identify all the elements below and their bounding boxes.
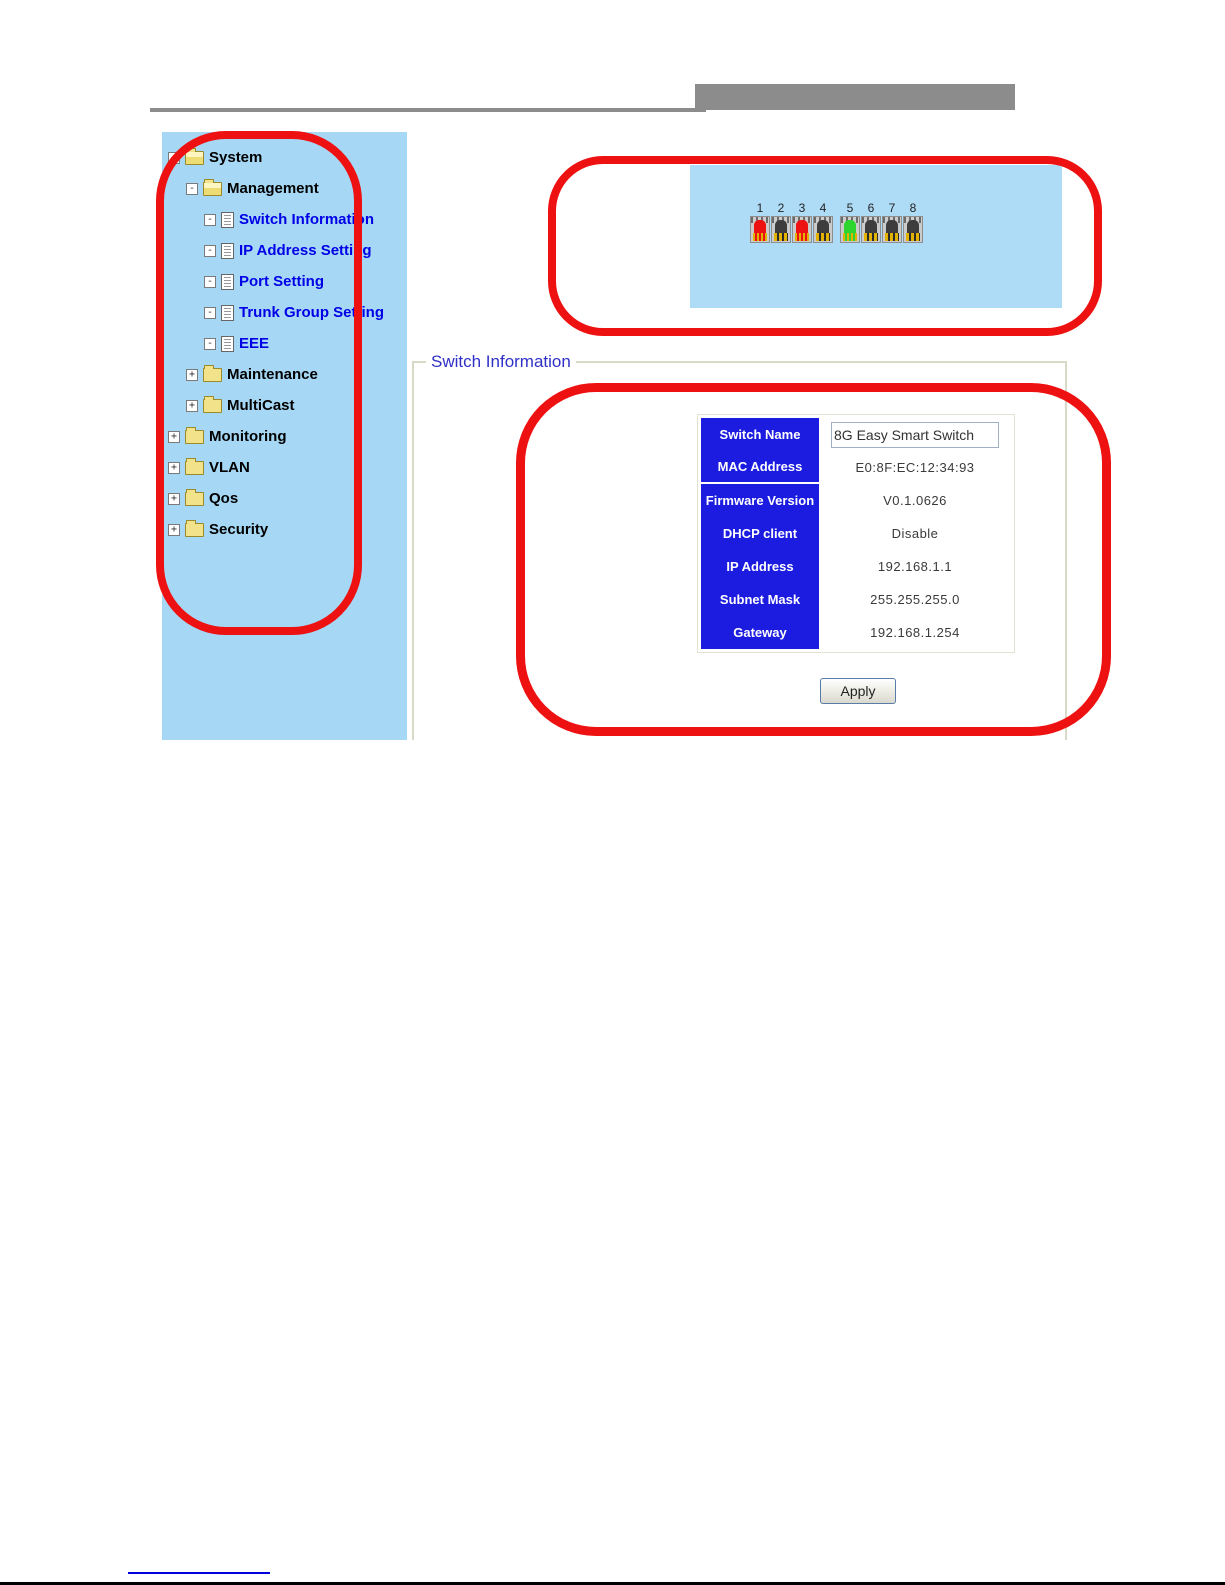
sidebar-item-system[interactable]	[162, 142, 407, 173]
sidebar-item-multicast[interactable]	[162, 390, 407, 421]
table-row-switch-name	[701, 418, 1011, 451]
sidebar-item-label: System	[209, 149, 263, 166]
rj45-jack-icon	[792, 216, 812, 243]
header-gray-bar	[695, 84, 1015, 110]
port-number-label: 8	[909, 201, 917, 215]
rj45-jack-icon	[882, 216, 902, 243]
sidebar-navigation-tree	[162, 132, 407, 740]
sidebar-item-label: Qos	[209, 490, 239, 507]
sidebar-item-trunk-group-setting[interactable]	[162, 297, 407, 328]
folder-closed-icon	[185, 492, 204, 506]
collapse-minus-icon[interactable]: -	[168, 152, 180, 164]
folder-closed-icon	[185, 461, 204, 475]
footer-link-underline[interactable]	[128, 1572, 270, 1574]
sidebar-item-label: Monitoring	[209, 428, 287, 445]
collapse-minus-icon[interactable]: -	[204, 307, 216, 319]
apply-button[interactable]: Apply	[820, 678, 896, 704]
rj45-jack-icon	[861, 216, 881, 243]
folder-closed-icon	[185, 523, 204, 537]
row-label: DHCP client	[701, 517, 819, 550]
table-row-ip-address	[701, 550, 1011, 583]
expand-plus-icon[interactable]: +	[168, 462, 180, 474]
port-6-icon[interactable]	[861, 201, 881, 243]
sidebar-item-label: Maintenance	[227, 366, 318, 383]
sidebar-item-management[interactable]	[162, 173, 407, 204]
row-value: Disable	[891, 526, 939, 541]
rj45-jack-icon	[813, 216, 833, 243]
sidebar-item-monitoring[interactable]	[162, 421, 407, 452]
port-8-icon[interactable]	[903, 201, 923, 243]
collapse-minus-icon[interactable]: -	[186, 183, 198, 195]
sidebar-item-ip-address-setting[interactable]	[162, 235, 407, 266]
folder-closed-icon	[185, 430, 204, 444]
port-number-label: 6	[867, 201, 875, 215]
rj45-jack-icon	[840, 216, 860, 243]
port-7-icon[interactable]	[882, 201, 902, 243]
port-number-label: 1	[756, 201, 764, 215]
sidebar-item-label[interactable]: Switch Information	[239, 211, 374, 228]
sidebar-item-label: VLAN	[209, 459, 250, 476]
sidebar-item-label[interactable]: Port Setting	[239, 273, 324, 290]
folder-closed-icon	[203, 368, 222, 382]
header-divider-line	[150, 108, 706, 112]
rj45-jack-icon	[771, 216, 791, 243]
rj45-jack-icon	[903, 216, 923, 243]
sidebar-item-vlan[interactable]	[162, 452, 407, 483]
port-status-panel	[690, 165, 1062, 308]
table-row-subnet-mask	[701, 583, 1011, 616]
port-number-label: 7	[888, 201, 896, 215]
collapse-minus-icon[interactable]: -	[204, 214, 216, 226]
expand-plus-icon[interactable]: +	[186, 369, 198, 381]
expand-plus-icon[interactable]: +	[186, 400, 198, 412]
row-value	[819, 418, 1011, 451]
row-value: 192.168.1.254	[870, 625, 960, 640]
sidebar-item-eee[interactable]	[162, 328, 407, 359]
row-label: Subnet Mask	[701, 583, 819, 616]
collapse-minus-icon[interactable]: -	[204, 245, 216, 257]
port-number-label: 2	[777, 201, 785, 215]
switch-information-legend: Switch Information	[431, 352, 571, 371]
row-value: 255.255.255.0	[870, 592, 960, 607]
collapse-minus-icon[interactable]: -	[204, 276, 216, 288]
document-icon	[221, 305, 234, 321]
sidebar-item-label[interactable]: IP Address Setting	[239, 242, 372, 259]
sidebar-item-label[interactable]: EEE	[239, 335, 270, 352]
sidebar-item-label: Security	[209, 521, 269, 538]
row-label: Firmware Version	[701, 484, 819, 517]
table-row-mac-address	[701, 451, 1011, 484]
sidebar-item-switch-information[interactable]	[162, 204, 407, 235]
port-icons-row	[750, 201, 924, 243]
sidebar-item-port-setting[interactable]	[162, 266, 407, 297]
row-value: V0.1.0626	[883, 493, 947, 508]
port-4-icon[interactable]	[813, 201, 833, 243]
port-2-icon[interactable]	[771, 201, 791, 243]
document-icon	[221, 212, 234, 228]
table-row-dhcp-client	[701, 517, 1011, 550]
document-icon	[221, 243, 234, 259]
document-icon	[221, 336, 234, 352]
switch-information-table	[697, 414, 1015, 653]
sidebar-item-label[interactable]: Trunk Group Setting	[239, 304, 384, 321]
expand-plus-icon[interactable]: +	[168, 524, 180, 536]
folder-open-icon	[203, 182, 222, 196]
port-3-icon[interactable]	[792, 201, 812, 243]
row-label: Gateway	[701, 616, 819, 649]
rj45-jack-icon	[750, 216, 770, 243]
sidebar-item-label: MultiCast	[227, 397, 295, 414]
table-row-gateway	[701, 616, 1011, 649]
sidebar-item-maintenance[interactable]	[162, 359, 407, 390]
expand-plus-icon[interactable]: +	[168, 493, 180, 505]
port-5-icon[interactable]	[840, 201, 860, 243]
sidebar-item-label: Management	[227, 180, 319, 197]
collapse-minus-icon[interactable]: -	[204, 338, 216, 350]
row-label: IP Address	[701, 550, 819, 583]
port-number-label: 3	[798, 201, 806, 215]
row-label: Switch Name	[701, 418, 819, 451]
expand-plus-icon[interactable]: +	[168, 431, 180, 443]
port-number-label: 5	[846, 201, 854, 215]
table-row-firmware-version	[701, 484, 1011, 517]
switch-name-input[interactable]	[831, 422, 999, 448]
row-value: 192.168.1.1	[877, 559, 953, 574]
folder-open-icon	[185, 151, 204, 165]
row-value: E0:8F:EC:12:34:93	[855, 460, 975, 475]
row-label: MAC Address	[701, 451, 819, 484]
port-1-icon[interactable]	[750, 201, 770, 243]
document-icon	[221, 274, 234, 290]
sidebar-item-qos[interactable]	[162, 483, 407, 514]
sidebar-item-security[interactable]	[162, 514, 407, 545]
port-number-label: 4	[819, 201, 827, 215]
folder-closed-icon	[203, 399, 222, 413]
